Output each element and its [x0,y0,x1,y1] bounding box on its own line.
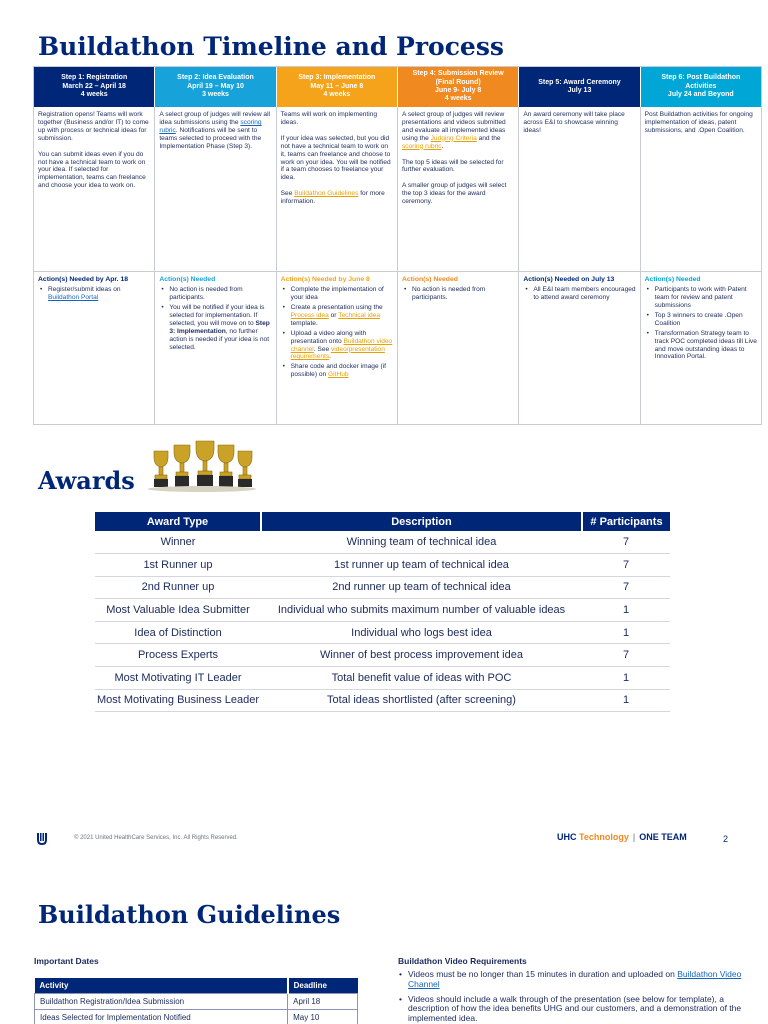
timeline-header-row [34,67,761,107]
video-channel-link[interactable]: Buildathon video channel [290,337,393,353]
award-description-cell: Total ideas shortlisted (after screening) [261,689,582,712]
brand-technology: Technology [579,832,629,842]
buildathon-portal-link[interactable]: Buildathon Portal [48,294,99,302]
awards-header-row [95,512,670,531]
award-description-cell: Total benefit value of ideas with POC [261,667,582,690]
award-description-cell: Individual who submits maximum number of valuable ideas [261,599,582,622]
step4-header-line: 4 weeks [444,95,472,103]
award-type-cell: Winner [95,531,261,554]
footer-copyright: © 2021 United HealthCare Services, Inc. All Rights Reserved. [74,835,238,841]
step3-description [277,107,398,271]
step6-action-item-3: • Transformation Strategy team to track POC completed ideas till Live and move outstanding ideas to Innovation Portal. [645,330,757,362]
step2-desc-p1: A select group of judges will review all idea submissions using the scoring rubric. Notifications will be sent to teams selected to proceed with the Implementation Phase (Step 3). [159,111,271,150]
deadline-cell: April 18 [288,993,358,1009]
page-number: 2 [723,834,729,844]
activity-header: Activity [35,978,288,993]
step2-description [155,107,276,271]
step6-desc-p1: Post Buildathon activities for ongoing implementation of ideas, patent submissions, and .Open Coalition. [644,111,753,134]
timeline-table [33,66,762,425]
award-participants-cell: 1 [582,689,670,712]
step6-action-item-2: • Top 3 winners to create .Open Coalition [645,312,757,328]
step1-action-item: • Register/submit ideas on Buildathon Portal [38,286,150,302]
step5-desc-p1: An award ceremony will take place across E&I to showcase winning ideas! [523,111,625,134]
step4-header-line: (Final Round) [435,78,481,86]
award-participants-cell: 7 [582,644,670,667]
step6-header [641,67,761,107]
page-title: Buildathon Timeline and Process [38,32,504,61]
important-dates-title: Important Dates [34,956,99,966]
step4-header-line: June 9- July 8 [435,87,482,94]
step4-action-title: Action(s) Needed [401,276,458,283]
deadline-cell: May 10 [288,1009,358,1024]
guidelines-title: Buildathon Guidelines [38,900,341,929]
awards-title: Awards [38,466,135,495]
description-header: Description [261,512,582,531]
github-link[interactable]: GitHub [328,371,349,379]
award-type-cell: Most Motivating Business Leader [95,689,261,712]
award-row [95,531,670,554]
step1-desc-p1: Registration opens! Teams will work together (Business and/or IT) to come up with process or technical ideas for submission. [38,111,149,142]
video-requirements-link[interactable]: video/presentation requirements [290,345,385,361]
award-row [95,621,670,644]
important-dates-table [34,978,358,1024]
step3-desc-p3: See Buildathon Guidelines for more information. [280,190,385,206]
dates-header-row [35,978,358,993]
step3-action-item-3: • Upload a video along with presentation onto Buildathon video channel. See video/presentation requirements. [281,330,393,362]
award-type-cell: Idea of Distinction [95,621,261,644]
award-participants-cell: 1 [582,599,670,622]
buildathon-guidelines-link[interactable]: Buildathon Guidelines [294,190,359,198]
date-row [35,993,358,1009]
step6-actions [641,272,761,424]
technical-idea-link[interactable]: Technical idea [338,311,380,319]
step6-action-item-1: • Participants to work with Patent team for review and patent submissions [645,286,757,310]
step4-header [398,67,519,107]
video-requirement-item-1: • Videos must be no longer than 15 minutes in duration and uploaded on Buildathon Video Channel [398,970,748,990]
award-type-cell: 2nd Runner up [95,576,261,599]
step1-actions [34,272,155,424]
step6-header-line: Step 6: Post Buildathon [661,74,741,82]
step5-description [519,107,640,271]
step2-header-line: 3 weeks [202,91,229,99]
activity-cell: Ideas Selected for Implementation Notified [35,1009,288,1024]
award-participants-cell: 7 [582,554,670,577]
step6-description [641,107,761,271]
step3-desc-p1: Teams will work on implementing ideas. [280,111,378,126]
award-participants-cell: 1 [582,621,670,644]
step3-header-line: May 11 – June 8 [310,82,364,90]
activity-cell: Buildathon Registration/Idea Submission [35,993,288,1009]
award-description-cell: Winner of best process improvement idea [261,644,582,667]
award-row [95,644,670,667]
step5-action-title: Action(s) Needed on July 13 [523,276,615,283]
step3-header-line: Step 3: Implementation [298,74,376,82]
video-channel-link-2[interactable]: Buildathon Video Channel [408,969,742,989]
step3-action-item-4: • Share code and docker image (if possible) on GitHub [281,363,393,379]
step5-header-line: July 13 [567,87,592,94]
step1-header-line: March 22 – April 18 [62,82,126,90]
award-description-cell: 2nd runner up team of technical idea [261,576,582,599]
step1-description [34,107,155,271]
award-row [95,599,670,622]
award-row [95,576,670,599]
uhc-logo-icon [36,832,48,846]
step2-header [155,67,276,107]
award-row [95,689,670,712]
process-idea-link[interactable]: Process idea [290,311,329,319]
step3-action-item-1: • Complete the implementation of your idea [281,286,393,302]
step3-action-item-2: • Create a presentation using the Process idea or Technical idea template. [281,304,393,328]
award-description-cell: 1st runner up team of technical idea [261,554,582,577]
step3-desc-p2: If your idea was selected, but you did not have a technical team to work on it, teams can freelance and choose to work on your idea. You will be notified if a team chooses to freelance your idea. [280,134,391,182]
brand-uhc: UHC [557,832,577,842]
step5-header-line: Step 5: Award Ceremony [538,78,621,86]
step4-desc-p1: A select group of judges will review presentations and videos submitted and evaluate all implemented ideas using the Judging Criteria and the scoring rubric. [401,111,506,150]
step4-desc-p3: A smaller group of judges will select the top 3 ideas for the award ceremony. [401,182,507,206]
award-type-cell: Most Motivating IT Leader [95,667,261,690]
trophies-icon [146,437,258,493]
deadline-header: Deadline [288,978,358,993]
step5-header [519,67,640,107]
video-requirement-item-2: • Videos should include a walk through of the presentation (see below for template), a description of how the idea benefits UHG and our customers, and a demonstration of the implemented idea. [398,995,748,1024]
award-type-cell: 1st Runner up [95,554,261,577]
scoring-rubric-link-2[interactable]: scoring rubric [401,142,442,150]
award-participants-cell: 7 [582,531,670,554]
brand-one-team: ONE TEAM [639,832,687,842]
step2-action-title: Action(s) Needed [159,276,216,283]
awards-table [95,512,670,712]
step5-action-item-1: • All E&I team members encouraged to attend award ceremony [523,286,635,302]
award-participants-cell: 1 [582,667,670,690]
video-requirements-list [398,970,748,1024]
step4-desc-p2: The top 5 ideas will be selected for further evaluation. [401,158,504,174]
brand-separator: | [632,832,636,842]
step2-action-item-1: • No action is needed from participants. [159,286,271,302]
award-participants-cell: 7 [582,576,670,599]
step4-action-item-1: • No action is needed from participants. [402,286,514,302]
timeline-description-row [34,107,761,272]
step3-header [277,67,398,107]
step6-header-line: Activities [685,82,717,90]
step4-description [398,107,519,271]
award-type-cell: Most Valuable Idea Submitter [95,599,261,622]
step6-action-title: Action(s) Needed [644,276,701,283]
step3-header-line: 4 weeks [323,91,351,99]
award-type-cell: Process Experts [95,644,261,667]
timeline-actions-row [34,272,761,424]
award-row [95,667,670,690]
participants-header: # Participants [582,512,670,531]
step2-actions [155,272,276,424]
step3-actions [277,272,398,424]
step5-actions [519,272,640,424]
footer-brand [557,832,687,842]
video-requirements-title: Buildathon Video Requirements [398,956,527,966]
step2-header-line: April 19 – May 10 [187,82,244,90]
step2-header-line: Step 2: Idea Evaluation [177,74,254,82]
date-row [35,1009,358,1024]
award-description-cell: Winning team of technical idea [261,531,582,554]
award-description-cell: Individual who logs best idea [261,621,582,644]
step2-action-item-2: • You will be notified if your idea is selected for implementation. If selected, you will move on to Step 3: Implementation, no further action is needed if your idea is not selected. [159,304,271,351]
step1-header-line: 4 weeks [80,91,108,99]
award-row [95,554,670,577]
step1-header-line: Step 1: Registration [61,74,128,82]
step4-header-line: Step 4: Submission Review [412,70,504,78]
step3-action-title: Action(s) Needed by June 8 [280,276,370,283]
step1-header [34,67,155,107]
scoring-rubric-link[interactable]: scoring rubric [159,118,262,134]
judging-criteria-link[interactable]: Judging Criteria [430,134,477,142]
step1-desc-p2: You can submit ideas even if you do not have a technical team to work on your idea. If selected for implementation, teams can freelance and choose your idea to work on. [38,150,146,190]
award-type-header: Award Type [95,512,261,531]
step1-action-title: Action(s) Needed by Apr. 18 [38,276,129,283]
step4-actions [398,272,519,424]
step6-header-line: July 24 and Beyond [667,91,734,99]
